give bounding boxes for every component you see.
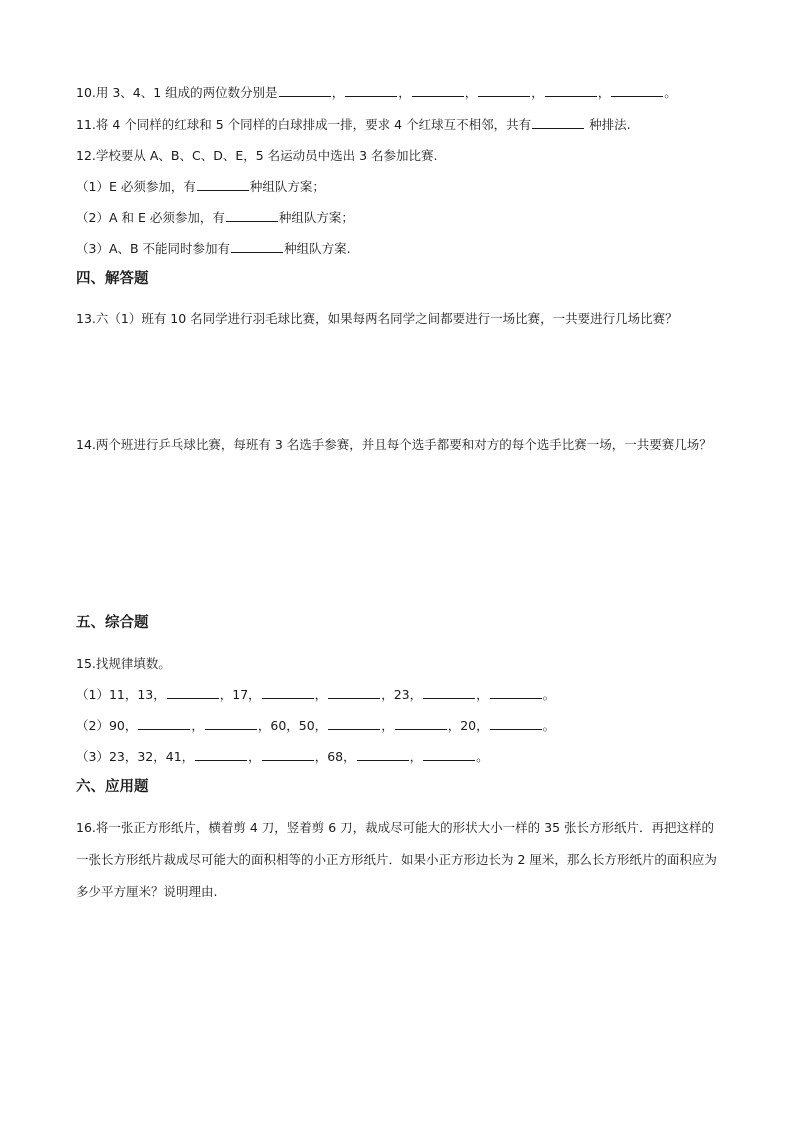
answer-blank[interactable] — [545, 84, 597, 97]
question-16: 16.将一张正方形纸片，横着剪 4 刀，竖着剪 6 刀，裁成尽可能大的形状大小一样的 35 张长方形纸片．再把这样的一张长方形纸片裁成尽可能大的面积相等的小正方形纸片．如果小正方形边长为 2 厘米，那么长方形纸片的面积应为多少平方厘米？说明理由. — [76, 820, 717, 899]
answer-blank[interactable] — [231, 240, 283, 253]
question-15-stem: 15.找规律填数。 — [76, 656, 171, 671]
answer-blank[interactable] — [357, 748, 409, 761]
answer-blank[interactable] — [532, 116, 584, 129]
question-12-part-2: （2）A 和 E 必须参加，有 种组队方案； — [76, 210, 354, 225]
answer-blank[interactable] — [490, 686, 542, 699]
answer-blank[interactable] — [412, 84, 464, 97]
answer-blank[interactable] — [167, 686, 219, 699]
question-15-row-2: （2）90， ， ，60，50， ， ，20， 。 — [76, 718, 556, 733]
question-12-stem: 12.学校要从 A、B、C、D、E，5 名运动员中选出 3 名参加比赛. — [76, 148, 438, 163]
answer-blank[interactable] — [205, 717, 257, 730]
section-heading-6: 六、应用题 — [76, 779, 149, 795]
section-heading-5: 五、综合题 — [76, 615, 149, 631]
answer-blank[interactable] — [226, 209, 278, 222]
answer-blank[interactable] — [328, 686, 380, 699]
question-13: 13.六（1）班有 10 名同学进行羽毛球比赛，如果每两名同学之间都要进行一场比赛，一共要进行几场比赛？ — [76, 311, 678, 326]
question-15-row-1: （1）11，13， ，17， ， ，23， ， 。 — [76, 687, 556, 702]
answer-blank[interactable] — [195, 748, 247, 761]
answer-blank[interactable] — [611, 84, 663, 97]
answer-blank[interactable] — [328, 717, 380, 730]
answer-blank[interactable] — [345, 84, 397, 97]
question-15-row-3: （3）23，32，41， ， ，68， ， 。 — [76, 749, 489, 764]
question-10-text: 10.用 3、4、1 组成的两位数分别是 — [76, 85, 278, 100]
question-12-part-1: （1）E 必须参加，有 种组队方案； — [76, 179, 325, 194]
answer-blank[interactable] — [490, 717, 542, 730]
question-11-text: 11.将 4 个同样的红球和 5 个同样的白球排成一排，要求 4 个红球互不相邻，共有 — [76, 117, 532, 132]
answer-blank[interactable] — [395, 717, 447, 730]
answer-blank[interactable] — [423, 748, 475, 761]
answer-blank[interactable] — [138, 717, 190, 730]
answer-blank[interactable] — [197, 178, 249, 191]
answer-blank[interactable] — [423, 686, 475, 699]
answer-blank[interactable] — [262, 686, 314, 699]
section-heading-4: 四、解答题 — [76, 271, 149, 287]
answer-blank[interactable] — [262, 748, 314, 761]
question-10: 10.用 3、4、1 组成的两位数分别是 ， ， ， ， ， 。 — [76, 85, 677, 100]
question-11: 11.将 4 个同样的红球和 5 个同样的白球排成一排，要求 4 个红球互不相邻，共有 种排法. — [76, 117, 631, 132]
question-14: 14.两个班进行乒乓球比赛，每班有 3 名选手参赛，并且每个选手都要和对方的每个选手比赛一场，一共要赛几场？ — [76, 437, 712, 452]
answer-blank[interactable] — [279, 84, 331, 97]
question-12-part-3: （3）A、B 不能同时参加有 种组队方案. — [76, 241, 351, 256]
answer-blank[interactable] — [478, 84, 530, 97]
